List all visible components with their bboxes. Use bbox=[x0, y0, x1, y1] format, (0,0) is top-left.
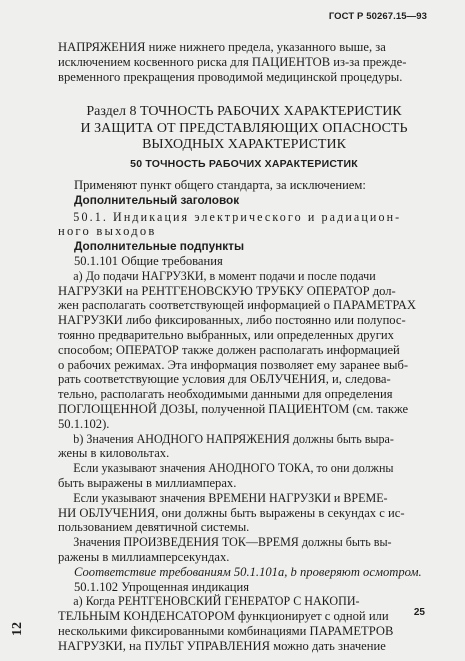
item-a-line: рать соответствующие условия для ОБЛУЧЕНИЯ, и, следова- bbox=[58, 372, 391, 387]
text-line: НАПРЯЖЕНИЯ ниже нижнего предела, указанного выше, за bbox=[58, 40, 386, 54]
item-a-line: ПОГЛОЩЕННОЙ ДОЗЫ, полученной ПАЦИЕНТОМ (см. также bbox=[58, 401, 409, 416]
item-a2-line: НАГРУЗКИ, на ПУЛЬТ УПРАВЛЕНИЯ можно дать значение bbox=[58, 638, 386, 653]
clause-50-1-line: ного выходов bbox=[58, 224, 157, 239]
clause-101-heading: 50.1.101 Общие требования bbox=[74, 253, 223, 268]
compliance-note: Соответствие требованиям 50.1.101а, b проверяют осмотром. bbox=[74, 564, 422, 579]
item-a-line: тельно, располагать необходимыми данными для определения bbox=[58, 387, 393, 402]
clause-50-1-line: 50.1. Индикация электрического и радиацион- bbox=[73, 209, 402, 224]
product-line: Значения ПРОИЗВЕДЕНИЯ ТОК—ВРЕМЯ должны быть вы- bbox=[73, 535, 392, 550]
item-a-line: 50.1.102). bbox=[58, 416, 110, 431]
item-a-line: НАГРУЗКИ на РЕНТГЕНОВСКУЮ ТРУБКУ ОПЕРАТОР дол- bbox=[58, 283, 396, 298]
body-text bbox=[58, 178, 428, 654]
item-a-line: о рабочих режимах. Эта информация позволяет ему заранее выб- bbox=[58, 357, 409, 372]
item-b-line: жены в киловольтах. bbox=[58, 446, 170, 461]
clause-102-heading: 50.1.102 Упрощенная индикация bbox=[74, 579, 250, 594]
text-line: временного прекращения проводимой медицинской процедуры. bbox=[58, 69, 403, 84]
extra-subheading: Дополнительные подпункты bbox=[74, 239, 245, 254]
item-a-line: НАГРУЗКИ либо фиксированных, либо постоянно или полупос- bbox=[58, 313, 406, 328]
item-a-line: жен располагать соответствующей информацией о ПАРАМЕТРАХ bbox=[58, 298, 416, 313]
item-a2-line: а) Когда РЕНТГЕНОВСКИЙ ГЕНЕРАТОР С НАКОПИ- bbox=[73, 594, 360, 609]
item-a2-line: ТЕЛЬНЫМ КОНДЕНСАТОРОМ функционирует с одной или bbox=[58, 609, 389, 624]
page-number: 25 bbox=[413, 607, 425, 618]
time-line: Если указывают значения ВРЕМЕНИ НАГРУЗКИ и ВРЕМЕ- bbox=[73, 490, 388, 505]
current-line: Если указывают значения АНОДНОГО ТОКА, то они должны bbox=[73, 461, 394, 476]
item-b-line: b) Значения АНОДНОГО НАПРЯЖЕНИЯ должны быть выра- bbox=[73, 431, 394, 446]
text-line: исключением косвенного риска для ПАЦИЕНТОВ из-за прежде- bbox=[58, 54, 407, 69]
running-header: ГОСТ Р 50267.15—93 bbox=[328, 11, 427, 22]
apply-line: Применяют пункт общего стандарта, за исключением: bbox=[74, 178, 366, 192]
item-a-line: способом; ОПЕРАТОР также должен располагать информацией bbox=[58, 342, 400, 357]
current-line: быть выражены в миллиамперах. bbox=[58, 475, 237, 490]
side-mark: 12 bbox=[10, 622, 25, 636]
item-a-line: тоянно предварительно выбранных, или определенных других bbox=[58, 327, 394, 342]
intro-paragraph bbox=[58, 40, 428, 84]
clause-title: 50 ТОЧНОСТЬ РАБОЧИХ ХАРАКТЕРИСТИК bbox=[130, 158, 358, 170]
extra-heading: Дополнительный заголовок bbox=[74, 192, 240, 207]
section-title: Раздел 8 ТОЧНОСТЬ РАБОЧИХ ХАРАКТЕРИСТИК И ЗАЩИТА ОТ ПРЕДСТАВЛЯЮЩИХ ОПАСНОСТЬ ВЫХОДНЫХ ХАРАКТЕРИСТИК bbox=[80, 104, 408, 153]
time-line: НИ ОБЛУЧЕНИЯ, они должны быть выражены в секундах с ис- bbox=[58, 505, 405, 520]
product-line: ражены в миллиамперсекундах. bbox=[58, 549, 230, 564]
time-line: пользованием девятичной системы. bbox=[58, 520, 250, 535]
item-a-line: а) До подачи НАГРУЗКИ, в момент подачи и после подачи bbox=[73, 268, 376, 283]
item-a2-line: несколькими фиксированными комбинациями ПАРАМЕТРОВ bbox=[58, 623, 394, 638]
